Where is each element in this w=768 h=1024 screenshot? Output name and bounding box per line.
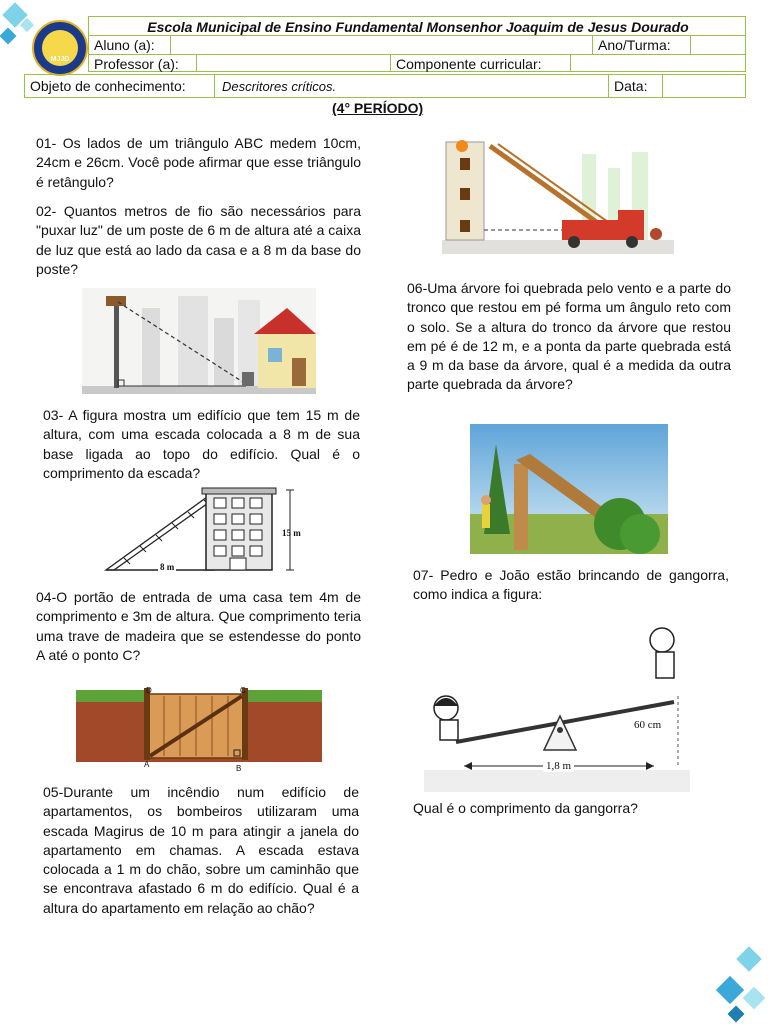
broken-tree-figure xyxy=(470,424,668,554)
building-height-label: 15 m xyxy=(282,528,301,538)
gate-point-c: C xyxy=(240,686,246,695)
pole-house-figure xyxy=(82,288,316,394)
question-07: 07- Pedro e João estão brincando de gangorra, como indica a figura: xyxy=(413,567,729,603)
period-title: (4° PERÍODO) xyxy=(332,100,424,116)
header xyxy=(24,16,746,100)
fire-truck-figure xyxy=(442,134,674,254)
seesaw-height-label: 60 cm xyxy=(634,719,662,731)
topic-label: Objeto de conhecimento: xyxy=(30,78,186,94)
question-07-prompt: Qual é o comprimento da gangorra? xyxy=(413,800,638,816)
corner-decoration-bottom xyxy=(700,930,768,1024)
gate-point-a: A xyxy=(144,760,150,769)
date-label: Data: xyxy=(614,78,648,94)
question-03: 03- A figura mostra um edifício que tem 15 m de altura, com uma escada colocada a 8 m de sua base ligada ao topo do edifício. Qual é o comprimento da escada? xyxy=(43,407,360,481)
topic-value: Descritores críticos. xyxy=(222,79,337,94)
gate-figure xyxy=(76,680,322,762)
teacher-label: Professor (a): xyxy=(94,56,179,72)
seesaw-length-label: 1,8 m xyxy=(543,760,574,772)
question-05: 05-Durante um incêndio num edifício de apartamentos, os bombeiros utilizaram uma escada Magirus de 10 m para atingir a janela do apartamento em chamas. A escada estava colocada a 1 m do chão, sobre um caminhão que se encontrava afastado 6 m do edifício. Qual é a altura do apartamento em relação ao chão? xyxy=(43,784,359,916)
question-02: 02- Quantos metros de fio são necessários para "puxar luz" de um poste de 6 m de altura até a caixa de luz que está ao lado da casa e a 8 m da base do poste? xyxy=(36,203,361,277)
school-logo: MJJD xyxy=(32,20,88,76)
student-label: Aluno (a): xyxy=(94,37,155,53)
question-01: 01- Os lados de um triângulo ABC medem 10cm, 24cm e 26cm. Você pode afirmar que esse triângulo é retângulo? xyxy=(36,135,361,190)
class-label: Ano/Turma: xyxy=(598,37,671,53)
question-04: 04-O portão de entrada de uma casa tem 4m de comprimento e 3m de altura. Que comprimento teria uma trave de madeira que se estendesse do ponto A até o ponto C? xyxy=(36,589,361,663)
gate-point-d: D xyxy=(146,686,152,695)
gate-point-b: B xyxy=(236,764,242,773)
subject-label: Componente curricular: xyxy=(396,56,542,72)
question-06: 06-Uma árvore foi quebrada pelo vento e a parte do tronco que restou em pé forma um ângulo reto com o solo. Se a altura do tronco da árvore que restou em pé é de 12 m, e a ponta da parte quebrada está a 9 m da base da árvore, qual é a medida da outra parte quebrada da árvore? xyxy=(407,280,731,393)
building-base-label: 8 m xyxy=(160,562,175,572)
school-name: Escola Municipal de Ensino Fundamental Monsenhor Joaquim de Jesus Dourado xyxy=(147,19,689,35)
